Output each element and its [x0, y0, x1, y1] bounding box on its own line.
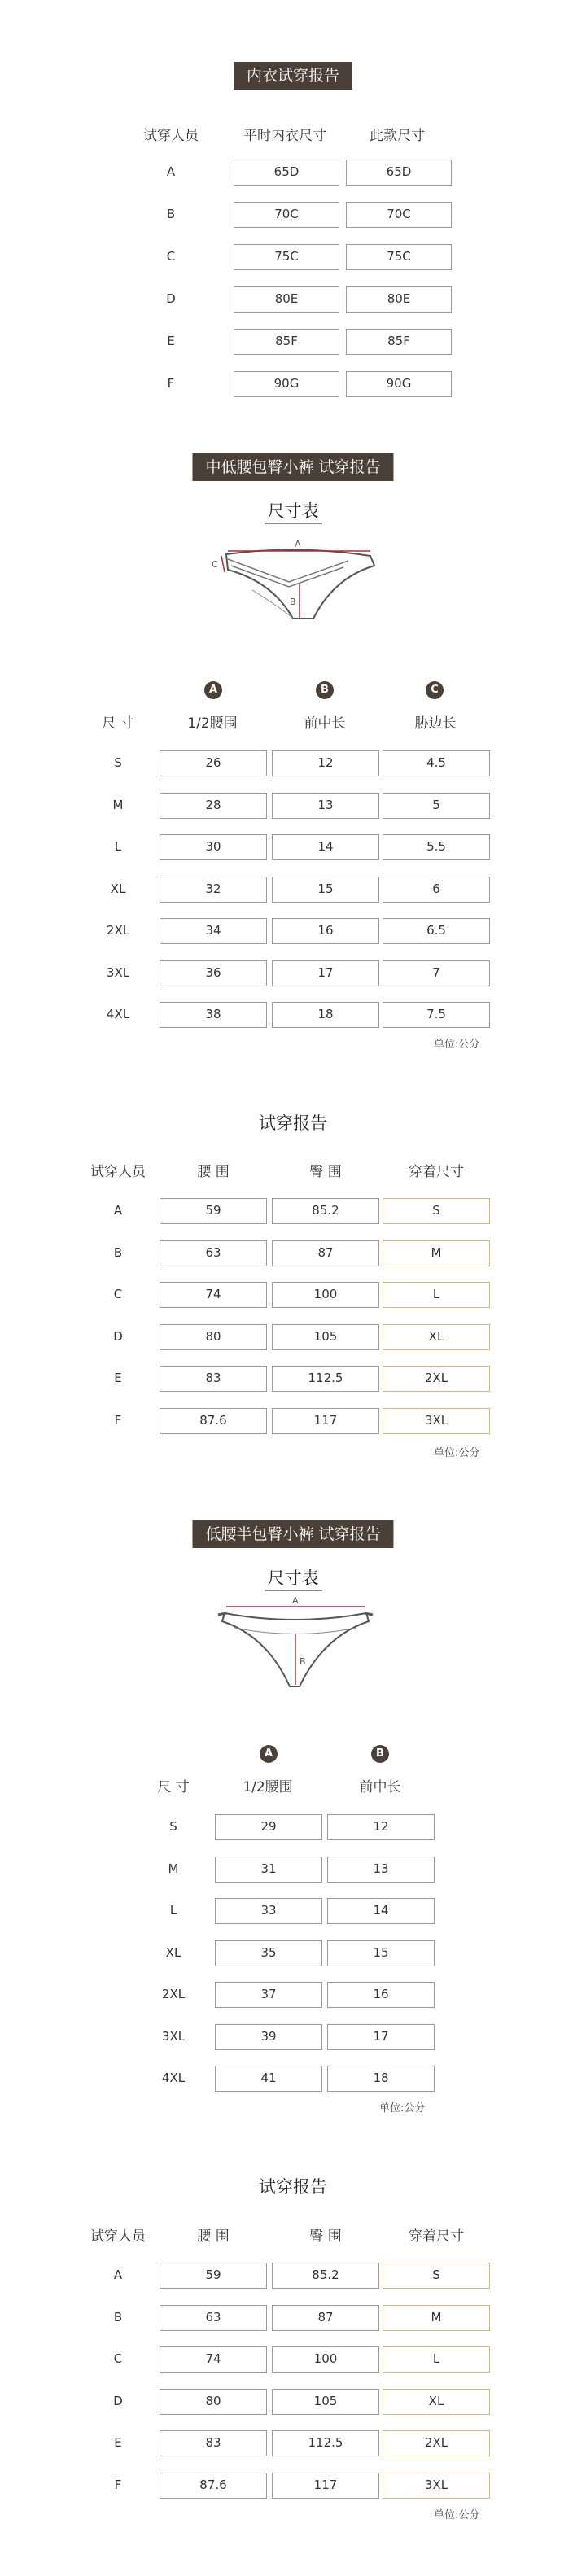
mid-report-cell: 63	[160, 1240, 267, 1266]
low-size-label: L	[169, 1903, 177, 1918]
mid-size-label: XL	[110, 881, 126, 896]
bra-row-person: F	[167, 376, 175, 391]
mid-header-front-length: 前中长	[304, 715, 346, 732]
mid-report-cell: S	[383, 1198, 490, 1224]
mid-report-unit: 单位:公分	[434, 1447, 480, 1459]
mid-report-cell: M	[383, 1240, 490, 1266]
mid-size-cell: 14	[272, 834, 379, 860]
low-report-banner: 低腰半包臀小裤 试穿报告	[192, 1520, 393, 1548]
mid-report-cell: 87	[272, 1240, 379, 1266]
mid-marker-c: C	[426, 681, 444, 699]
low-size-cell: 13	[327, 1857, 435, 1883]
low-report-person: F	[114, 2478, 122, 2492]
low-size-cell: 41	[215, 2066, 322, 2092]
low-size-cell: 35	[215, 1940, 322, 1966]
low-report-cell: 117	[272, 2473, 379, 2499]
low-size-unit: 单位:公分	[379, 2102, 426, 2115]
low-size-cell: 33	[215, 1898, 322, 1924]
mid-marker-b: B	[316, 681, 334, 699]
low-size-label: S	[169, 1819, 177, 1834]
low-briefs-diagram	[210, 1595, 381, 1701]
low-report-person: A	[113, 2268, 123, 2282]
mid-size-cell: 12	[272, 750, 379, 776]
mid-report-cell: 74	[160, 1282, 267, 1308]
mid-report-person: D	[113, 1329, 123, 1344]
mid-report-cell: 85.2	[272, 1198, 379, 1224]
mid-size-cell: 7	[383, 960, 490, 986]
bra-usual-size-cell: 65D	[234, 160, 339, 186]
low-report-person: C	[113, 2351, 123, 2366]
mid-size-cell: 7.5	[383, 1002, 490, 1028]
low-report-cell: 87	[272, 2305, 379, 2331]
low-marker-a: A	[260, 1745, 278, 1763]
bra-header-usual: 平时内衣尺寸	[243, 128, 326, 144]
mid-header-half-waist: 1/2腰围	[187, 715, 238, 732]
low-report-cell: 85.2	[272, 2263, 379, 2289]
low-size-cell: 39	[215, 2024, 322, 2050]
mid-report-cell: 117	[272, 1408, 379, 1434]
bra-this-size-cell: 90G	[346, 371, 452, 397]
mid-report-cell: 59	[160, 1198, 267, 1224]
mid-report-header-0: 试穿人员	[90, 1164, 146, 1180]
low-report-cell: XL	[383, 2389, 490, 2415]
bra-row-person: B	[166, 207, 176, 221]
mid-report-person: B	[113, 1245, 123, 1260]
mid-size-unit: 单位:公分	[434, 1039, 480, 1051]
mid-size-cell: 18	[272, 1002, 379, 1028]
mid-size-cell: 32	[160, 877, 267, 903]
low-report-header-2: 臀 围	[309, 2228, 342, 2245]
low-report-cell: 87.6	[160, 2473, 267, 2499]
mid-marker-a: A	[204, 681, 222, 699]
low-report-cell: L	[383, 2346, 490, 2373]
low-report-header-1: 腰 围	[197, 2228, 230, 2245]
mid-header-size: 尺 寸	[102, 715, 134, 732]
mid-size-chart-title: 尺寸表	[0, 498, 586, 523]
mid-size-cell: 6.5	[383, 918, 490, 944]
mid-size-cell: 36	[160, 960, 267, 986]
mid-size-cell: 5.5	[383, 834, 490, 860]
mid-report-banner: 中低腰包臀小裤 试穿报告	[192, 453, 393, 481]
mid-report-cell: 105	[272, 1324, 379, 1350]
low-size-cell: 18	[327, 2066, 435, 2092]
mid-report-cell: 100	[272, 1282, 379, 1308]
mid-size-cell: 4.5	[383, 750, 490, 776]
bra-usual-size-cell: 80E	[234, 286, 339, 313]
mid-report-cell: XL	[383, 1324, 490, 1350]
mid-size-cell: 5	[383, 793, 490, 819]
low-header-front-length: 前中长	[359, 1779, 401, 1795]
mid-report-cell: L	[383, 1282, 490, 1308]
low-size-label: M	[168, 1861, 179, 1876]
mid-size-label: S	[114, 755, 122, 770]
low-size-cell: 17	[327, 2024, 435, 2050]
bra-this-size-cell: 70C	[346, 202, 452, 228]
mid-diagram-label-a: A	[295, 539, 301, 549]
bra-usual-size-cell: 90G	[234, 371, 339, 397]
bra-report-banner: 内衣试穿报告	[234, 62, 352, 90]
low-header-half-waist: 1/2腰围	[243, 1779, 293, 1795]
bra-usual-size-cell: 70C	[234, 202, 339, 228]
low-header-size: 尺 寸	[157, 1779, 190, 1795]
low-report-person: D	[113, 2394, 123, 2408]
low-size-label: 3XL	[161, 2029, 186, 2044]
bra-row-person: A	[166, 164, 176, 179]
low-size-cell: 31	[215, 1857, 322, 1883]
mid-size-cell: 13	[272, 793, 379, 819]
low-report-cell: 80	[160, 2389, 267, 2415]
low-report-cell: 83	[160, 2430, 267, 2456]
bra-row-person: D	[166, 291, 176, 306]
mid-size-cell: 6	[383, 877, 490, 903]
mid-size-label: 4XL	[106, 1007, 130, 1021]
mid-size-label: M	[112, 798, 124, 812]
mid-briefs-diagram	[203, 533, 391, 627]
bra-header-person: 试穿人员	[143, 128, 199, 144]
bra-usual-size-cell: 85F	[234, 329, 339, 355]
bra-this-size-cell: 85F	[346, 329, 452, 355]
mid-report-cell: 83	[160, 1366, 267, 1392]
bra-usual-size-cell: 75C	[234, 244, 339, 270]
mid-report-cell: 3XL	[383, 1408, 490, 1434]
mid-size-cell: 16	[272, 918, 379, 944]
mid-size-cell: 17	[272, 960, 379, 986]
mid-size-cell: 38	[160, 1002, 267, 1028]
bra-header-this: 此款尺寸	[370, 128, 425, 144]
low-diagram-label-a: A	[292, 1595, 299, 1606]
low-report-person: E	[114, 2435, 122, 2450]
low-report-cell: 74	[160, 2346, 267, 2373]
low-size-cell: 37	[215, 1982, 322, 2008]
low-size-cell: 16	[327, 1982, 435, 2008]
low-marker-b: B	[371, 1745, 389, 1763]
mid-report-person: C	[113, 1287, 123, 1301]
mid-size-label: 2XL	[106, 923, 130, 938]
low-report-cell: S	[383, 2263, 490, 2289]
mid-report-cell: 112.5	[272, 1366, 379, 1392]
low-fitting-report-title: 试穿报告	[259, 2177, 327, 2197]
low-report-cell: 112.5	[272, 2430, 379, 2456]
mid-report-cell: 2XL	[383, 1366, 490, 1392]
low-diagram-label-b: B	[300, 1656, 306, 1667]
low-report-header-0: 试穿人员	[90, 2228, 146, 2245]
low-report-cell: 100	[272, 2346, 379, 2373]
mid-diagram-label-b: B	[290, 597, 296, 607]
low-size-label: 4XL	[161, 2071, 186, 2085]
mid-report-header-1: 腰 围	[197, 1164, 230, 1180]
low-size-chart-title: 尺寸表	[0, 1565, 586, 1590]
mid-fitting-report-title: 试穿报告	[259, 1113, 327, 1133]
mid-report-person: E	[114, 1371, 122, 1385]
bra-row-person: C	[166, 249, 176, 264]
mid-report-cell: 80	[160, 1324, 267, 1350]
low-report-cell: M	[383, 2305, 490, 2331]
low-size-label: XL	[165, 1945, 181, 1960]
bra-row-person: E	[167, 334, 175, 348]
low-size-cell: 15	[327, 1940, 435, 1966]
low-size-label: 2XL	[161, 1987, 186, 2001]
mid-header-side-length: 胁边长	[414, 715, 457, 732]
mid-size-cell: 26	[160, 750, 267, 776]
bra-this-size-cell: 65D	[346, 160, 452, 186]
low-size-cell: 14	[327, 1898, 435, 1924]
low-report-header-3: 穿着尺寸	[409, 2228, 464, 2245]
low-report-cell: 2XL	[383, 2430, 490, 2456]
mid-report-cell: 87.6	[160, 1408, 267, 1434]
mid-report-header-2: 臀 围	[309, 1164, 342, 1180]
low-size-cell: 12	[327, 1814, 435, 1840]
mid-size-cell: 15	[272, 877, 379, 903]
low-size-cell: 29	[215, 1814, 322, 1840]
mid-size-cell: 28	[160, 793, 267, 819]
bra-this-size-cell: 80E	[346, 286, 452, 313]
mid-size-cell: 30	[160, 834, 267, 860]
mid-report-person: F	[114, 1413, 122, 1428]
mid-size-cell: 34	[160, 918, 267, 944]
mid-report-person: A	[113, 1203, 123, 1218]
bra-this-size-cell: 75C	[346, 244, 452, 270]
mid-size-label: L	[114, 839, 122, 854]
low-report-person: B	[113, 2310, 123, 2325]
low-report-cell: 105	[272, 2389, 379, 2415]
low-report-cell: 63	[160, 2305, 267, 2331]
low-report-unit: 单位:公分	[434, 2509, 480, 2521]
mid-report-header-3: 穿着尺寸	[409, 1164, 464, 1180]
mid-diagram-label-c: C	[212, 559, 218, 570]
low-report-cell: 3XL	[383, 2473, 490, 2499]
mid-size-label: 3XL	[106, 965, 130, 980]
low-report-cell: 59	[160, 2263, 267, 2289]
